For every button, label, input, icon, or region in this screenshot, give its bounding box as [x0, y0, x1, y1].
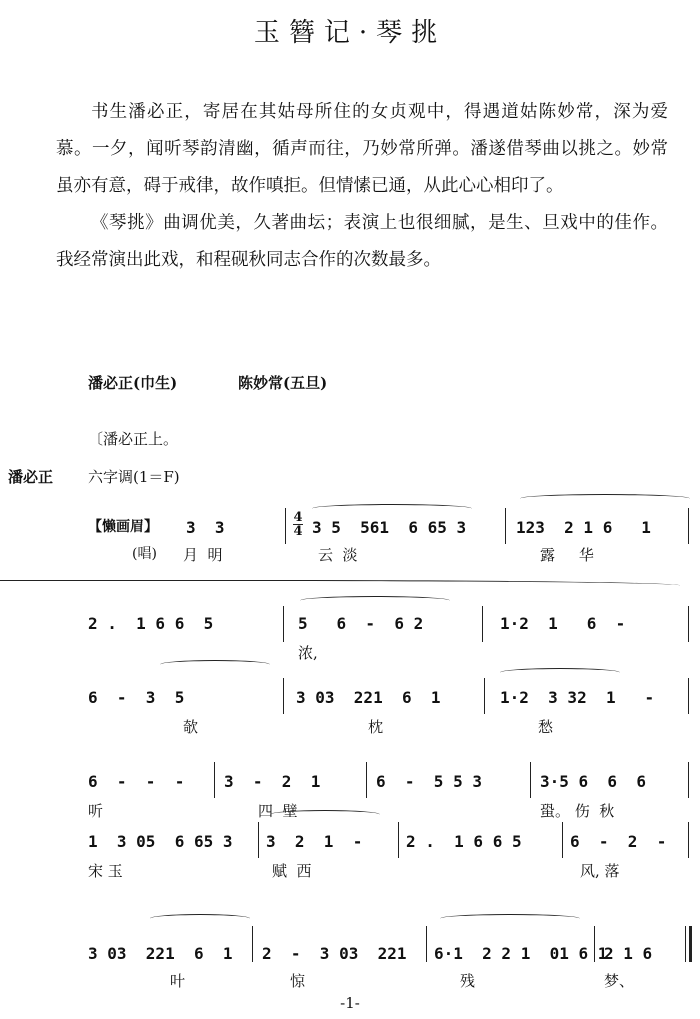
note-group: 2 - 3 03 221	[262, 944, 407, 963]
note-group: 6 - 2 -	[570, 832, 667, 851]
barline	[258, 822, 259, 858]
lyric: 风, 落	[580, 862, 620, 880]
slur	[312, 504, 472, 513]
slur	[300, 596, 450, 605]
note-group: 3 3	[186, 518, 225, 537]
note-group: 6 - 5 5 3	[376, 772, 482, 791]
barline	[530, 762, 531, 798]
tune-mode: 六字调(1＝F)	[88, 468, 180, 486]
barline	[688, 762, 689, 798]
role-pan-bizheng: 潘必正(巾生)	[88, 374, 178, 392]
note-group: 1·2 1 6 -	[500, 614, 626, 633]
note-group: 3 03 221 6 1	[296, 688, 441, 707]
note-group: 123 2 1 6 1	[516, 518, 651, 537]
final-barline	[689, 926, 692, 962]
note-group: 3 5 561 6 65 3	[312, 518, 467, 537]
lyric: 欹	[183, 718, 199, 736]
barline	[505, 508, 506, 544]
note-group: 2 . 1 6 6 5	[88, 614, 214, 633]
barline	[482, 606, 483, 642]
note-group: 6·1 2 2 1 01 6 1	[434, 944, 608, 963]
note-group: 6 - 3 5	[88, 688, 185, 707]
note-group: 1 3 05 6 65 3	[88, 832, 233, 851]
slur	[0, 580, 680, 589]
intro-paragraph: 《琴挑》曲调优美，久著曲坛；表演上也很细腻，是生、旦戏中的佳作。我经常演出此戏，和程砚秋同志合作的次数最多。	[56, 213, 668, 270]
lyric: 云 淡	[318, 546, 358, 564]
lyric: 叶	[170, 972, 186, 990]
barline	[285, 508, 286, 544]
lyric: 四 壁	[258, 802, 298, 820]
note-group: 3·5 6 6 6	[540, 772, 646, 791]
barline	[398, 822, 399, 858]
barline	[562, 822, 563, 858]
stage-direction: 〔潘必正上。	[88, 430, 179, 448]
lyric: 露 华	[540, 546, 594, 564]
barline	[688, 822, 689, 858]
slur	[150, 914, 250, 923]
note-group: 2 1 6	[604, 944, 653, 963]
barline	[283, 606, 284, 642]
lyric: 愁	[538, 718, 554, 736]
slur	[440, 914, 580, 923]
lyric: 残	[460, 972, 476, 990]
slur	[160, 660, 270, 669]
lyric: 梦、	[604, 972, 635, 990]
note-group: 6 - - -	[88, 772, 185, 791]
barline	[685, 926, 686, 962]
note-group: 3 03 221 6 1	[88, 944, 233, 963]
role-chen-miaochang: 陈妙常(五旦)	[238, 374, 328, 392]
lyric: 宋 玉	[88, 862, 123, 880]
page-title: 玉簪记·琴挑	[253, 18, 447, 48]
lyric: 赋 西	[272, 862, 312, 880]
barline	[283, 678, 284, 714]
time-signature: 4 4	[293, 510, 303, 539]
barline	[366, 762, 367, 798]
slur	[520, 494, 690, 503]
barline	[688, 508, 689, 544]
lyric: 浓,	[298, 644, 318, 662]
slur	[500, 668, 620, 677]
note-group: 5 6 - 6 2	[298, 614, 424, 633]
slur	[270, 810, 380, 819]
intro-text	[56, 94, 668, 279]
barline	[214, 762, 215, 798]
page-number: -1-	[340, 994, 360, 1012]
lyric: 枕	[368, 718, 384, 736]
sing-marker: (唱)	[132, 546, 157, 562]
lyric: 蛩。 伤 秋	[540, 802, 615, 820]
barline	[252, 926, 253, 962]
barline	[426, 926, 427, 962]
singer-name: 潘必正	[8, 468, 54, 486]
barline	[484, 678, 485, 714]
lyric: 听	[88, 802, 104, 820]
barline	[688, 678, 689, 714]
lyric: 惊	[290, 972, 306, 990]
note-group: 1·2 3 32 1 -	[500, 688, 655, 707]
qupai-label: 【懒画眉】	[88, 519, 158, 535]
lyric: 月 明	[183, 546, 223, 564]
intro-paragraph: 书生潘必正，寄居在其姑母所住的女贞观中，得遇道姑陈妙常，深为爱慕。一夕，闻听琴韵清幽，循声而往，乃妙常所弹。潘遂借琴曲以挑之。妙常虽亦有意，碍于戒律，故作嗔拒。但情愫已通，从此心心相印了。	[56, 102, 668, 196]
note-group: 3 - 2 1	[224, 772, 321, 791]
note-group: 2 . 1 6 6 5	[406, 832, 522, 851]
barline	[688, 606, 689, 642]
note-group: 3 2 1 -	[266, 832, 363, 851]
